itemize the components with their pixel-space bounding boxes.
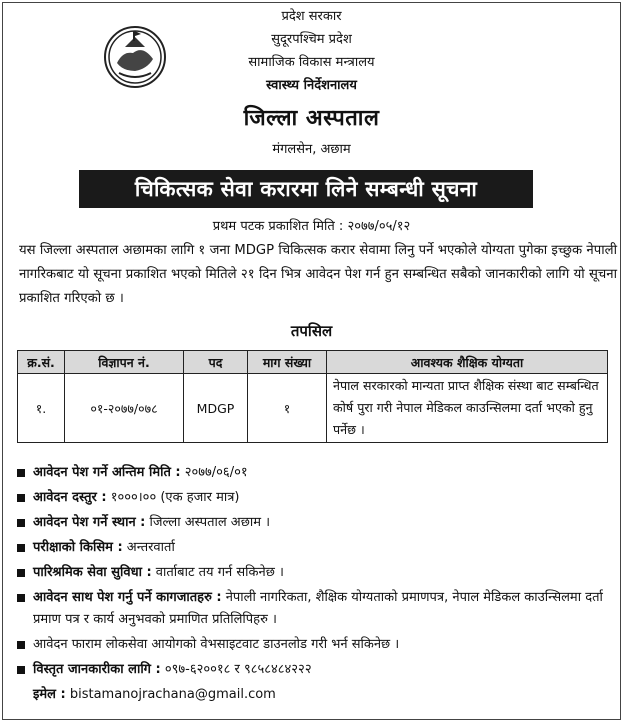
bullet-icon — [17, 569, 25, 577]
header-directorate: स्वास्थ्य निर्देशनालय — [266, 78, 357, 93]
cell-post: MDGP — [184, 374, 248, 443]
item-label: पारिश्रमिक सेवा सुविधा : — [33, 565, 152, 580]
header-government: प्रदेश सरकार — [281, 9, 342, 24]
bullet-icon — [17, 494, 25, 502]
item-value: नेपाली नागरिकता, शैक्षिक योग्यताको प्रमाणपत्र, नेपाल मेडिकल काउन्सिलमा दर्ता प्रमाण पत्र र कार्य अनुभवको प्रमाणित प्रतिलिपिहरु । — [33, 590, 603, 627]
item-label: आवेदन पेश गर्ने स्थान : — [33, 515, 146, 530]
item-value: वार्ताबाट तय गर्न सकिनेछ । — [151, 565, 284, 580]
col-demand: माग संख्या — [248, 351, 327, 374]
notice-page — [2, 2, 621, 720]
cell-serial: १. — [18, 374, 65, 443]
notice-banner: चिकित्सक सेवा करारमा लिने सम्बन्धी सूचना — [79, 170, 533, 208]
item-label: इमेल : — [33, 687, 66, 702]
col-post: पद — [184, 351, 248, 374]
cell-qualification: नेपाल सरकारको मान्यता प्राप्त शैक्षिक संस्था बाट सम्बन्धित कोर्ष पुरा गरी नेपाल मेडिकल काउन्सिलमा दर्ता भएको हुनु पर्नेछ । — [327, 374, 608, 443]
col-advert-no: विज्ञापन नं. — [65, 351, 184, 374]
bullet-icon — [17, 594, 25, 602]
notice-paragraph: यस जिल्ला अस्पताल अछामका लागि १ जना MDGP चिकित्सक करार सेवामा लिनु पर्ने भएकोले योग्यता पुगेका इच्छुक नेपाली नागरिकबाट यो सूचना प्रकाशित भएको मितिले २१ दिन भित्र आवेदन पेश गर्न हुन सम्बन्धित सबैको जानकारीको लागि यो सूचना प्रकाशित गरिएको छ । — [19, 243, 617, 306]
bullet-icon — [17, 519, 25, 527]
item-value: जिल्ला अस्पताल अछाम । — [145, 515, 271, 530]
header-province: सुदूरपश्चिम प्रदेश — [271, 32, 352, 47]
vacancy-table — [17, 350, 608, 443]
table-header-row — [18, 351, 608, 374]
col-qualification: आवश्यक शैक्षिक योग्यता — [327, 351, 608, 374]
item-label: विस्तृत जानकारीका लागि : — [33, 662, 161, 677]
header-location: मंगलसेन, अछाम — [272, 142, 351, 157]
bullet-icon — [17, 544, 25, 552]
item-label: आवेदन साथ पेश गर्नु पर्ने कागजातहरु : — [33, 590, 222, 605]
item-label: आवेदन दस्तुर : — [33, 490, 107, 505]
item-value: आवेदन फाराम लोकसेवा आयोगको वेभसाइटवाट डाउनलोड गरी भर्न सकिनेछ । — [33, 637, 400, 652]
page-title: जिल्ला अस्पताल — [243, 106, 380, 131]
item-label: आवेदन पेश गर्ने अन्तिम मिति : — [33, 465, 181, 480]
table-row — [18, 374, 608, 443]
bullet-icon — [17, 641, 25, 649]
email-link[interactable]: bistamanojrachana@gmail.com — [65, 687, 276, 702]
item-value: ०९७-६२००१८ र ९८५८४८४२२२ — [160, 662, 312, 677]
col-serial: क्र.सं. — [18, 351, 65, 374]
bullet-icon — [17, 666, 25, 674]
item-value: अन्तरवार्ता — [122, 540, 175, 555]
cell-advert-no: ०१-२०७७/०७८ — [65, 374, 184, 443]
cell-demand: १ — [248, 374, 327, 443]
header-ministry: सामाजिक विकास मन्त्रालय — [248, 55, 375, 70]
item-value: १०००।०० (एक हजार मात्र) — [106, 490, 240, 505]
publish-date: प्रथम पटक प्रकाशित मिति : २०७७/०५/१२ — [212, 219, 411, 234]
item-label: परीक्षाको किसिम : — [33, 540, 123, 555]
item-value: २०७७/०६/०१ — [180, 465, 248, 480]
bullet-icon — [17, 469, 25, 477]
details-subheading: तपसिल — [290, 322, 333, 340]
